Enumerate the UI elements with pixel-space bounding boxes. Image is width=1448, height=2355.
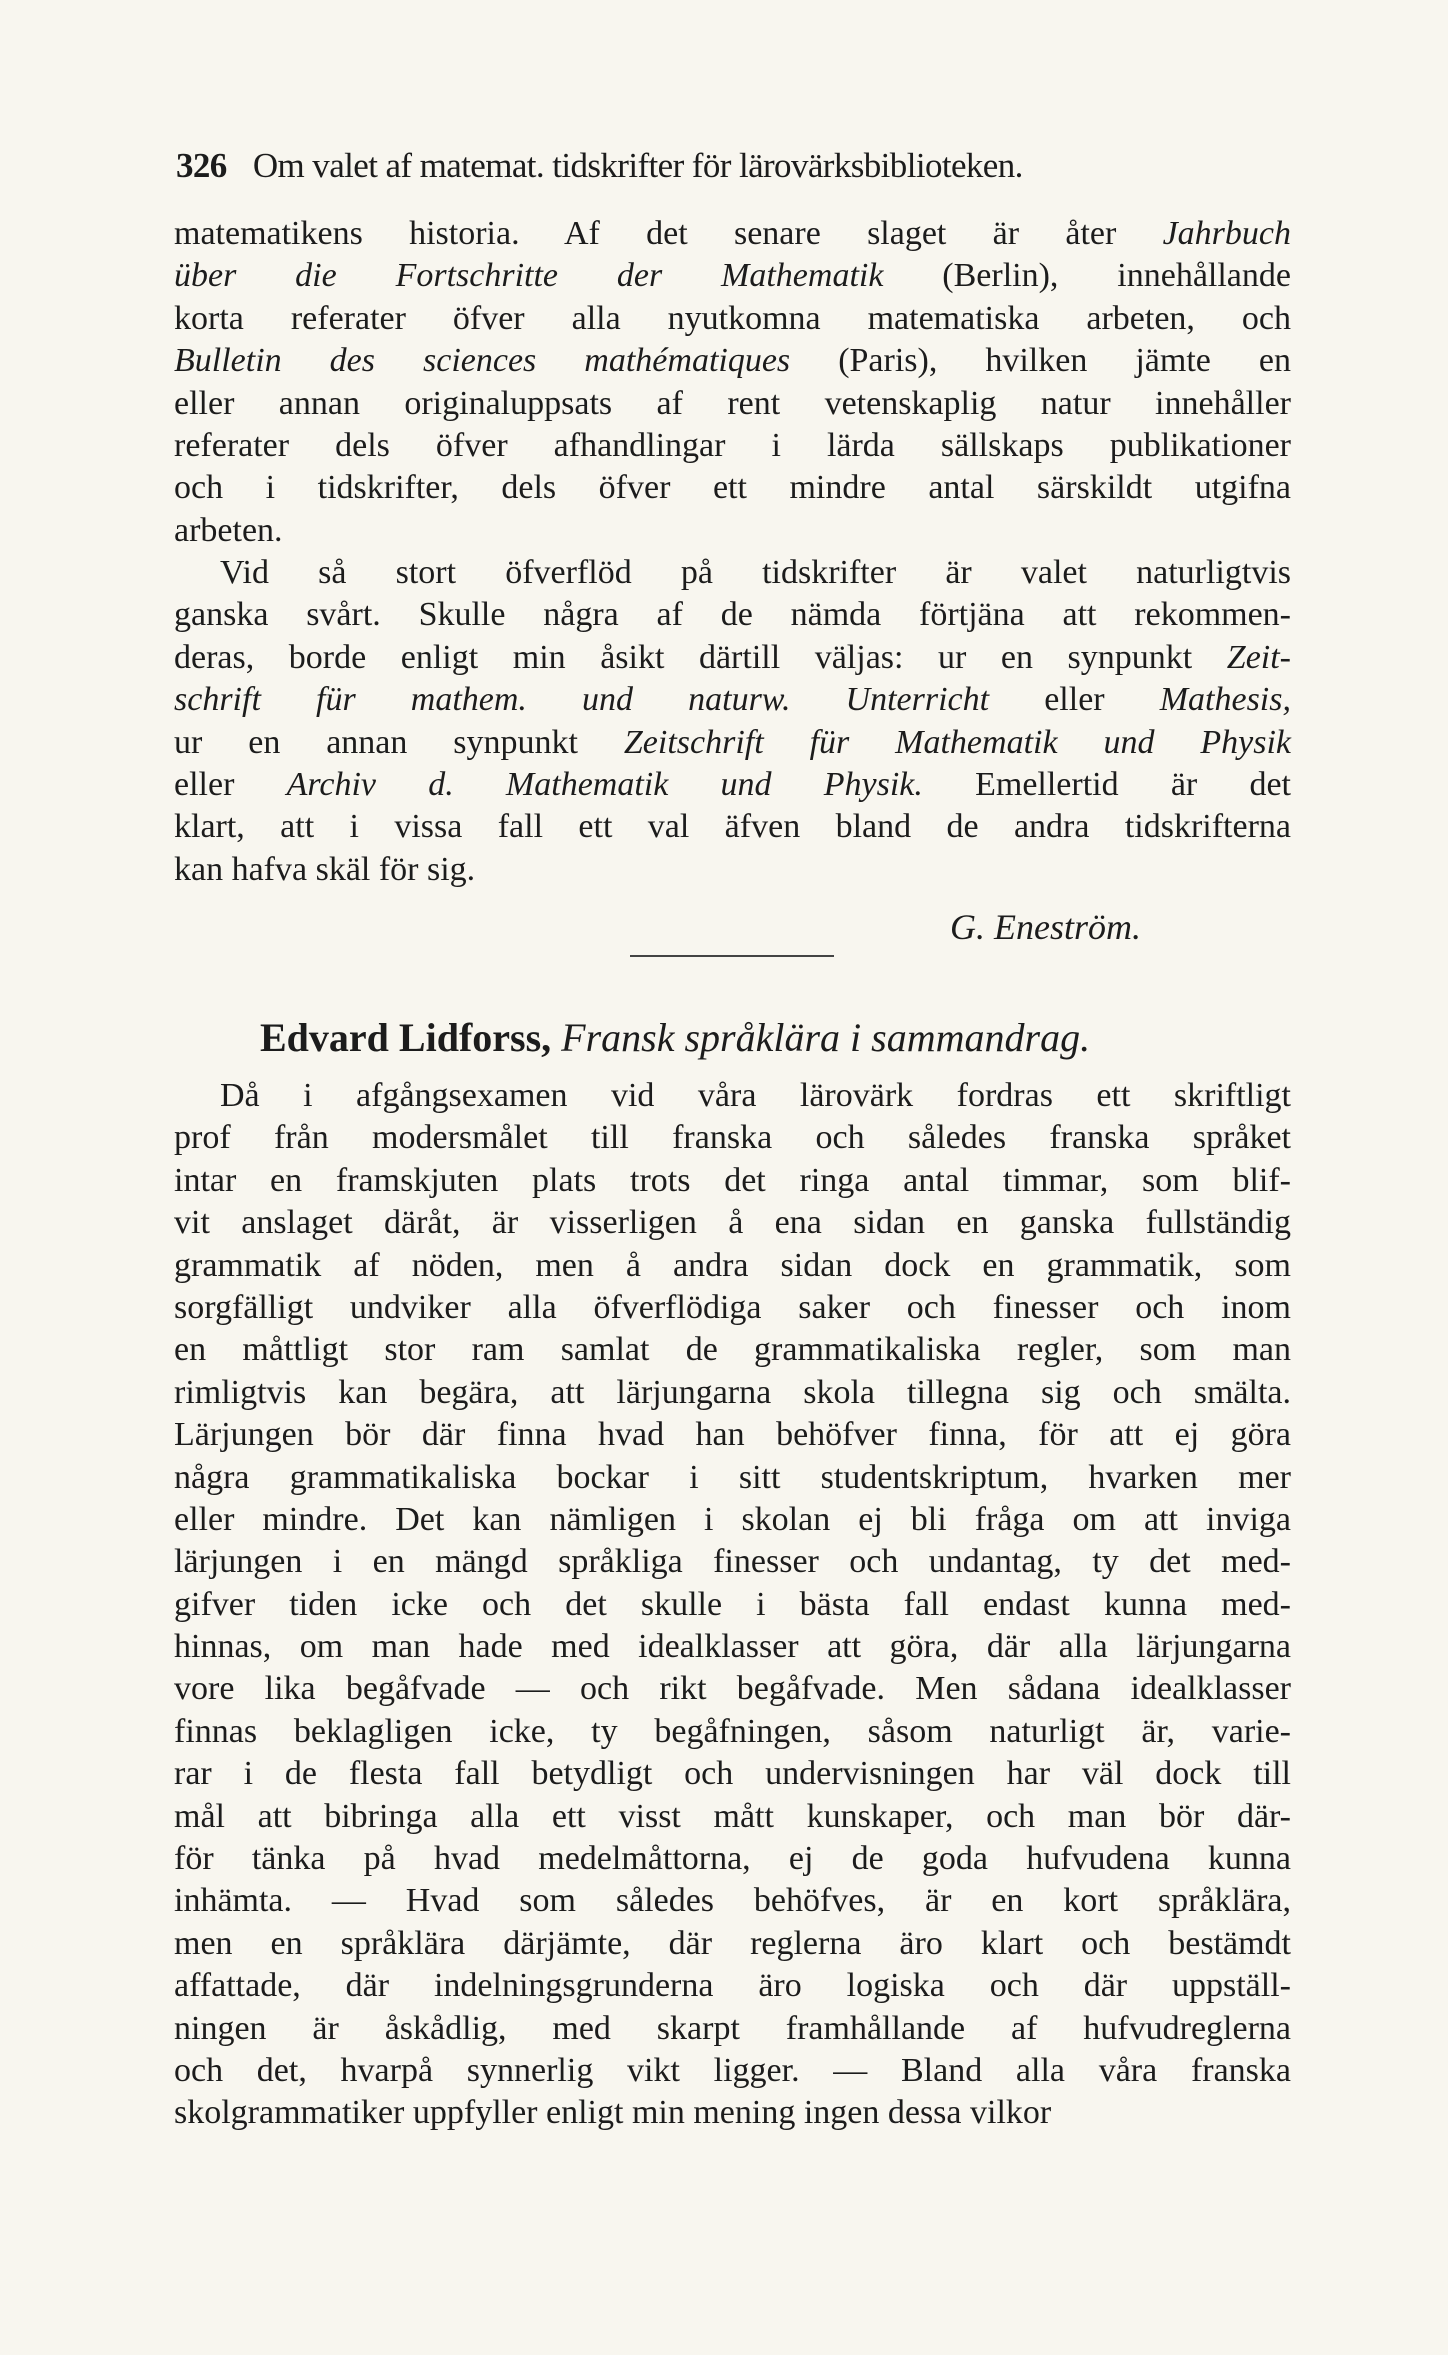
text-line: eller Archiv d. Mathematik und Physik. Emellertid är det xyxy=(174,765,1291,803)
paragraph-lines xyxy=(174,552,1291,891)
text-line: för tänka på hvad medelmåttorna, ej de goda hufvudena kunna xyxy=(174,1840,1291,1878)
text-line: rimligtvis kan begära, att lärjungarna skola tillegna sig och smälta. xyxy=(174,1373,1291,1411)
text-line: Då i afgångsexamen vid våra lärovärk fordras ett skriftligt xyxy=(220,1077,1291,1114)
review-author: Edvard Lidforss, xyxy=(260,1015,552,1060)
text-line: arbeten. xyxy=(174,511,283,549)
text-line: eller annan originaluppsats af rent vetenskaplig natur innehåller xyxy=(174,384,1291,422)
italic-title: Zeitschrift für Mathematik und Physik xyxy=(623,723,1291,761)
text-line: affattade, där indelningsgrunderna äro logiska och där uppställ- xyxy=(174,1967,1291,2005)
paragraph-lines xyxy=(174,213,1291,552)
paragraph-lines xyxy=(174,1075,1291,2135)
text-line: referater dels öfver afhandlingar i lärda sällskaps publikationer xyxy=(174,426,1291,464)
section-divider xyxy=(630,955,834,957)
text-line: klart, att i vissa fall ett val äfven bland de andra tidskrifterna xyxy=(174,808,1291,846)
text-line: ganska svårt. Skulle några af de nämda förtjäna att rekommen- xyxy=(174,596,1291,634)
text-line: några grammatikaliska bockar i sitt studentskriptum, hvarken mer xyxy=(174,1458,1291,1496)
text-line: och det, hvarpå synnerlig vikt ligger. — Bland alla våra franska xyxy=(174,2051,1291,2089)
text-line: lärjungen i en mängd språkliga finesser och undantag, ty det med- xyxy=(174,1543,1291,1581)
italic-title: Bulletin des sciences mathématiques xyxy=(174,342,791,380)
italic-title: Archiv d. Mathematik und Physik. xyxy=(286,765,923,803)
author-signature: G. Eneström. xyxy=(950,907,1141,947)
text-line: schrift für mathem. und naturw. Unterricht eller Mathesis, xyxy=(174,681,1291,719)
paragraph-tidskrifter-end xyxy=(174,213,1291,552)
text-line: vit anslaget däråt, är visserligen å ena sidan en ganska fullständig xyxy=(174,1204,1291,1242)
italic-title: Mathesis, xyxy=(1159,681,1291,719)
text-line: en måttligt stor ram samlat de grammatikaliska regler, som man xyxy=(174,1331,1291,1369)
text-line: prof från modersmålet till franska och således franska språket xyxy=(174,1119,1291,1157)
text-line: grammatik af nöden, men å andra sidan dock en grammatik, som xyxy=(174,1246,1291,1284)
running-head-title: Om valet af matemat. tidskrifter för lärovärksbiblioteken. xyxy=(252,146,1023,185)
text-line: kan hafva skäl för sig. xyxy=(174,850,476,888)
running-head xyxy=(176,146,1216,186)
text-line: intar en framskjuten plats trots det ringa antal timmar, som blif- xyxy=(174,1161,1291,1199)
text-line: hinnas, om man hade med idealklasser att göra, där alla lärjungarna xyxy=(174,1628,1291,1666)
text-line: skolgrammatiker uppfyller enligt min mening ingen dessa vilkor xyxy=(174,2094,1052,2132)
italic-title: Zeit- xyxy=(1226,638,1291,676)
text-line: och i tidskrifter, dels öfver ett mindre antal särskildt utgifna xyxy=(174,469,1291,507)
text-line: ningen är åskådlig, med skarpt framhållande af hufvudreglerna xyxy=(174,2009,1291,2047)
text-line: korta referater öfver alla nyutkomna matematiska arbeten, och xyxy=(174,299,1291,337)
text-line: sorgfälligt undviker alla öfverflödiga saker och finesser och inom xyxy=(174,1288,1291,1326)
text-line: Bulletin des sciences mathématiques (Paris), hvilken jämte en xyxy=(174,342,1291,380)
text-line: finnas beklagligen icke, ty begåfningen, såsom naturligt är, varie- xyxy=(174,1712,1291,1750)
text-line: eller mindre. Det kan nämligen i skolan ej bli fråga om att inviga xyxy=(174,1500,1291,1538)
text-line: vore lika begåfvade — och rikt begåfvade. Men sådana idealklasser xyxy=(174,1670,1291,1708)
text-line: inhämta. — Hvad som således behöfves, är en kort språklära, xyxy=(174,1882,1291,1920)
italic-title: über die Fortschritte der Mathematik xyxy=(174,257,884,295)
text-line: men en språklära därjämte, där reglerna äro klart och bestämdt xyxy=(174,1924,1291,1962)
text-line: über die Fortschritte der Mathematik (Berlin), innehållande xyxy=(174,257,1291,295)
italic-title: Jahrbuch xyxy=(1162,215,1291,252)
text-line: deras, borde enligt min åsikt därtill väljas: ur en synpunkt Zeit- xyxy=(174,638,1291,676)
text-line: ur en annan synpunkt Zeitschrift für Mathematik und Physik xyxy=(174,723,1291,761)
page-number: 326 xyxy=(176,146,227,185)
text-line: rar i de flesta fall betydligt och undervisningen har väl dock till xyxy=(174,1755,1291,1793)
text-line: mål att bibringa alla ett visst mått kunskaper, och man bör där- xyxy=(174,1797,1291,1835)
text-line: Vid så stort öfverflöd på tidskrifter är valet naturligtvis xyxy=(220,554,1291,591)
italic-title: schrift für mathem. und naturw. Unterricht xyxy=(174,681,990,719)
paragraph-review xyxy=(174,1075,1291,2135)
review-heading xyxy=(260,1015,1090,1061)
review-book-title: Fransk språklära i sammandrag. xyxy=(561,1015,1091,1060)
text-line: matematikens historia. Af det senare slaget är åter Jahrbuch xyxy=(174,215,1291,252)
text-line: Lärjungen bör där finna hvad han behöfver finna, för att ej göra xyxy=(174,1416,1291,1454)
paragraph-valet xyxy=(174,552,1291,891)
text-line: gifver tiden icke och det skulle i bästa fall endast kunna med- xyxy=(174,1585,1291,1623)
